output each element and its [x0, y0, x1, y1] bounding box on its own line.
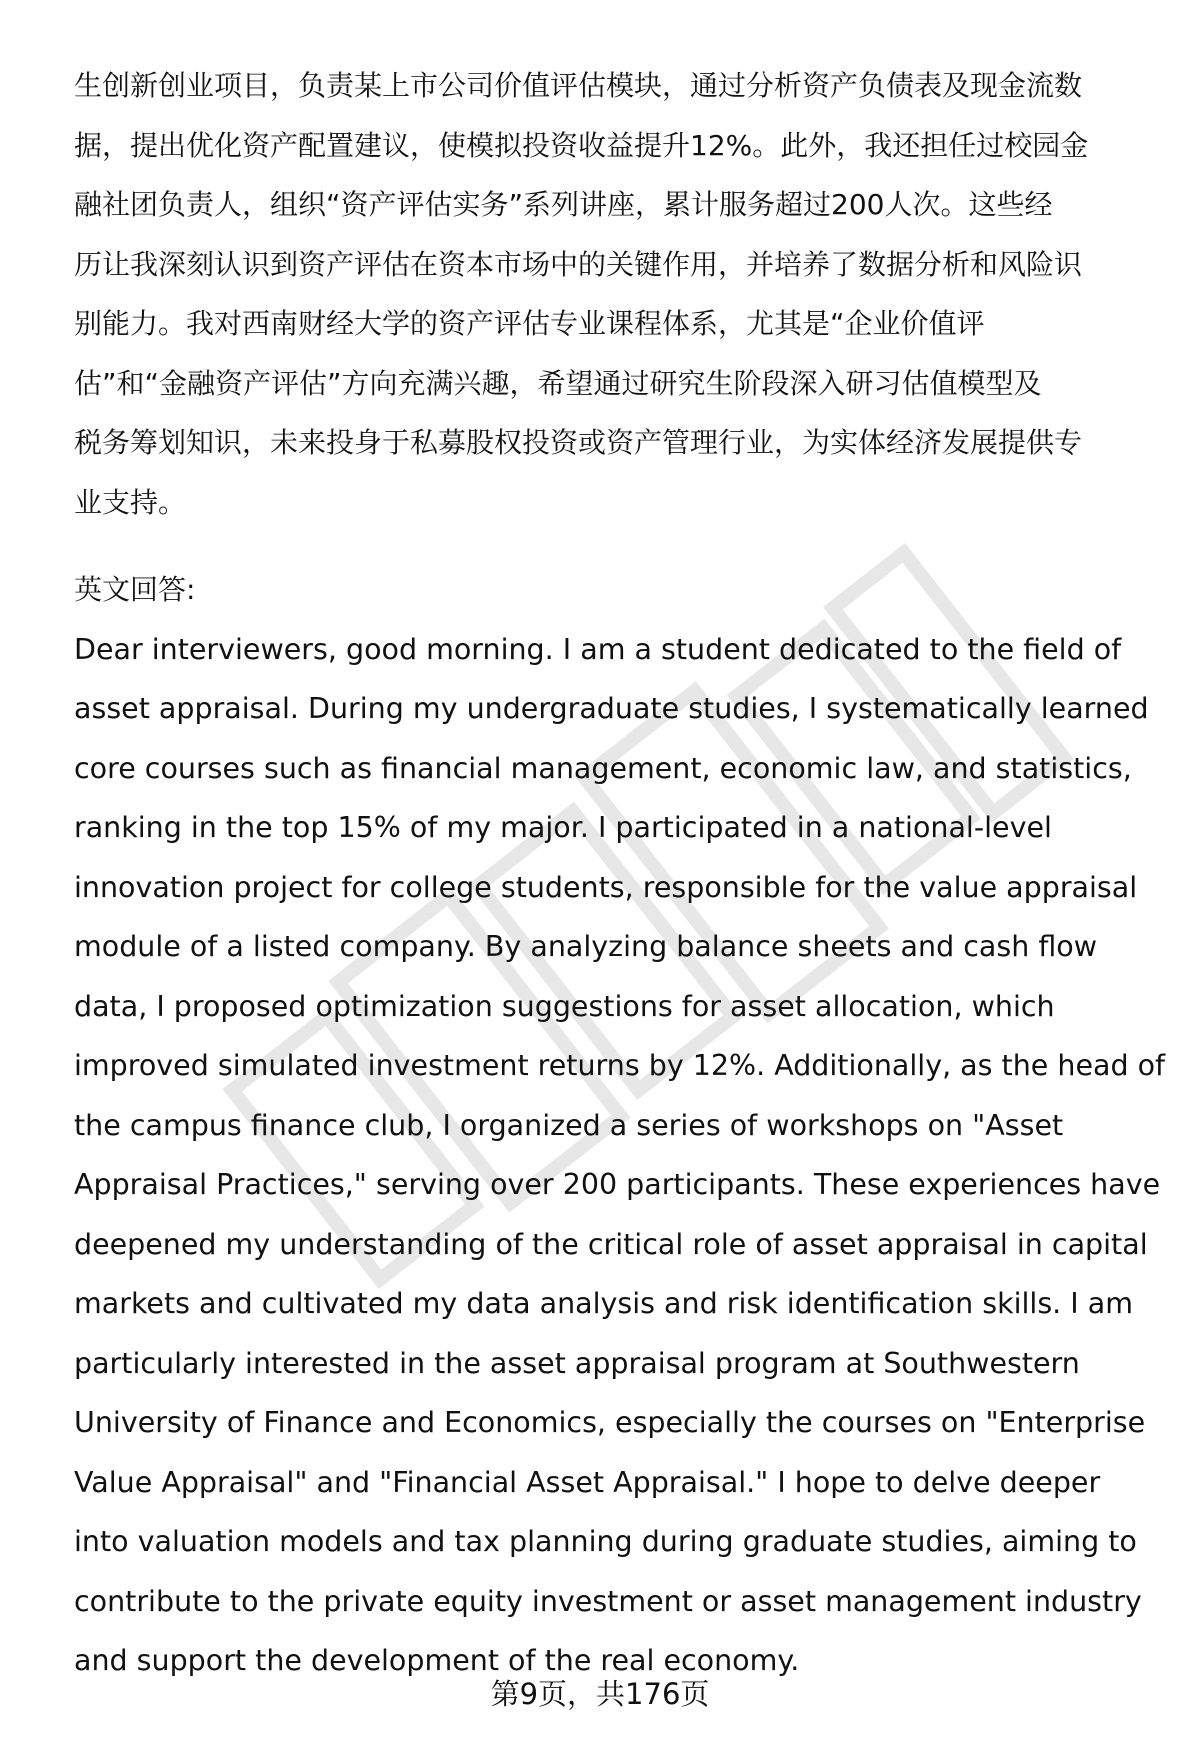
text-line: 税务筹划知识，未来投身于私募股权投资或资产管理行业，为实体经济发展提供专	[74, 426, 1083, 459]
text-line: Appraisal Practices," serving over 200 participants. These experiences have	[74, 1168, 1161, 1201]
text-line: 据，提出优化资产配置建议，使模拟投资收益提升12%。此外，我还担任过校园金	[74, 128, 1089, 162]
text-line: contribute to the private equity investment or asset management industry	[74, 1584, 1142, 1618]
text-line: 估”和“金融资产评估”方向充满兴趣，希望通过研究生阶段深入研习估值模型及	[74, 366, 1042, 400]
page-number-footer: 第9页，共176页	[490, 1677, 710, 1711]
english-answer-paragraph	[74, 620, 1166, 1691]
text-line: 业支持。	[74, 485, 187, 519]
text-line: 生创新创业项目，负责某上市公司价值评估模块，通过分析资产负债表及现金流数	[74, 69, 1083, 102]
text-line: 历让我深刻认识到资产评估在资本市场中的关键作用，并培养了数据分析和风险识	[74, 247, 1083, 281]
text-line: into valuation models and tax planning during graduate studies, aiming to	[74, 1525, 1137, 1558]
text-line: markets and cultivated my data analysis and risk identification skills. I am	[74, 1287, 1133, 1320]
text-line: Value Appraisal" and "Financial Asset Appraisal." I hope to delve deeper	[74, 1465, 1101, 1499]
chinese-answer-paragraph	[74, 56, 1160, 532]
text-line: University of Finance and Economics, especially the courses on "Enterprise	[74, 1406, 1146, 1439]
text-line: improved simulated investment returns by 12%. Additionally, as the head of	[74, 1049, 1166, 1082]
document-page	[74, 56, 1166, 1691]
text-line: innovation project for college students, responsible for the value appraisal	[74, 870, 1138, 904]
text-line: and support the development of the real economy.	[74, 1644, 800, 1677]
text-line: deepened my understanding of the critical role of asset appraisal in capital	[74, 1227, 1148, 1261]
text-line: module of a listed company. By analyzing balance sheets and cash flow	[74, 930, 1098, 963]
text-line: Dear interviewers, good morning. I am a student dedicated to the field of	[74, 632, 1122, 666]
text-line: asset appraisal. During my undergraduate studies, I systematically learned	[74, 692, 1149, 725]
text-line: core courses such as financial management, economic law, and statistics,	[74, 751, 1132, 785]
text-line: ranking in the top 15% of my major. I participated in a national-level	[74, 811, 1052, 844]
text-line: the campus finance club, I organized a series of workshops on "Asset	[74, 1108, 1064, 1142]
text-line: 别能力。我对西南财经大学的资产评估专业课程体系，尤其是“企业价值评	[74, 307, 985, 340]
text-line: data, I proposed optimization suggestions for asset allocation, which	[74, 989, 1055, 1023]
text-line: particularly interested in the asset appraisal program at Southwestern	[74, 1346, 1080, 1380]
text-line: 融社团负责人，组织“资产评估实务”系列讲座，累计服务超过200人次。这些经	[74, 188, 1053, 221]
english-answer-label: 英文回答:	[74, 573, 196, 606]
